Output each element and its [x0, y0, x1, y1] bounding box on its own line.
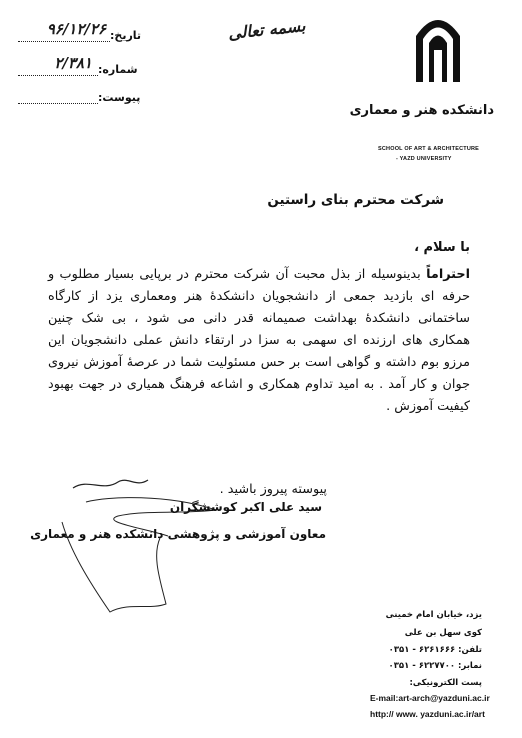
university-name: دانشکده هنر و معماری [349, 103, 494, 118]
attachment-label: پیوست: [98, 91, 141, 104]
signature-scribble [48, 470, 223, 620]
number-value: ۲/۳۸۱ [54, 54, 92, 72]
logo-icon [410, 10, 466, 90]
number-label: شماره: [98, 63, 138, 76]
attachment-row [18, 88, 140, 104]
date-line [18, 20, 110, 42]
date-value: ۹۶/۱۲/۲۶ [46, 20, 106, 38]
letter-body-text: بدینوسیله از بذل محبت آن شرکت محترم در برپایی بسیار مطلوب و حرفه ای بازدید جمعی از دانشجویان دانشکدهٔ هنر ومعماری یزد از کارگاه ساختمانی دانشکدهٔ بهداشت صمیمانه قدر دانی می شود ، بی شک چنین همکاری های ارزنده ای سهمی به سزا در ارتقاء دانش عملی دانشجویان این مرزو بوم داشته و گواهی است بر حس مسئولیت شما در عرصهٔ آموزش نیروی جوان و کار آمد . به امید تداوم همکاری و اشاعه فرهنگ همیاری در جهت بهبود کیفیت آموزش . [48, 267, 470, 414]
recipient: شرکت محترم بنای راستین [267, 192, 444, 208]
number-row [18, 54, 138, 76]
letter-intro: احتراماً [426, 267, 471, 282]
footer-address-1: یزد، خیابان امام خمینی [385, 610, 482, 620]
signer-title: معاون آموزشی و پژوهشی دانشکده هنر و معماری [30, 527, 326, 541]
closing: پیوسته پیروز باشید . [219, 482, 327, 497]
footer-phone: تلفن: ۶۲۶۱۶۶۶ - ۰۳۵۱ [388, 645, 482, 655]
date-label: تاریخ: [110, 29, 142, 42]
letter-body [48, 264, 470, 418]
signer-name: سید علی اکبر کوششگران [169, 500, 322, 514]
footer-email[interactable]: E-mail:art-arch@yazduni.ac.ir [370, 693, 490, 703]
university-name-en-2: - YAZD UNIVERSITY [396, 156, 452, 162]
number-line [18, 54, 98, 76]
date-row [18, 20, 142, 42]
footer-web[interactable]: http:// www. yazduni.ac.ir/art [370, 709, 485, 719]
greeting: با سلام ، [414, 240, 470, 255]
university-name-en-1: SCHOOL OF ART & ARCHITECTURE [378, 146, 480, 152]
footer-email-label: پست الکترونیکی: [409, 678, 482, 688]
footer-address-2: کوی سهل بن علی [404, 628, 482, 638]
topmark: بسمه تعالی [227, 16, 307, 43]
footer-fax: نمابر: ۶۲۲۷۷۰۰ - ۰۳۵۱ [388, 661, 482, 671]
attachment-line [18, 88, 98, 104]
university-logo [410, 10, 466, 90]
